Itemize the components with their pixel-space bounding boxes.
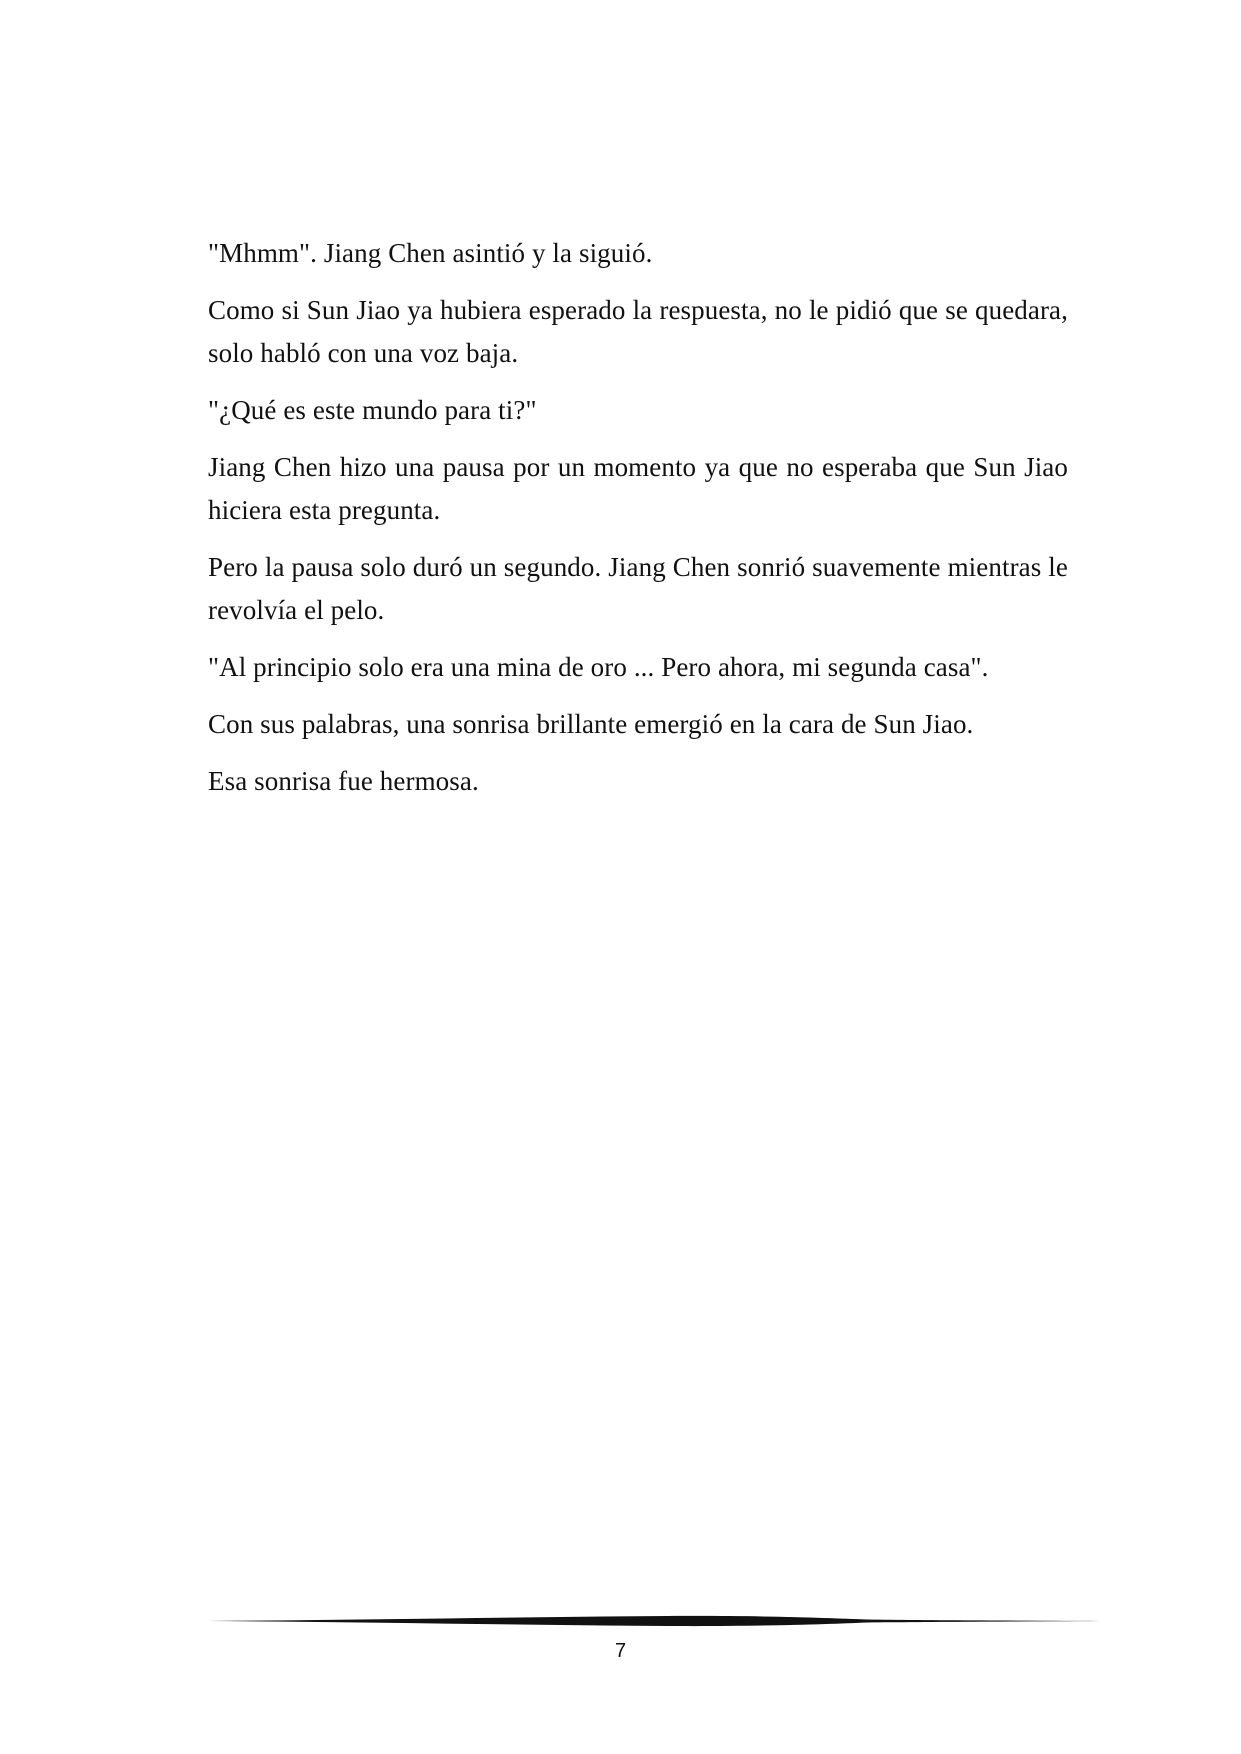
footer-divider: [208, 1614, 1112, 1628]
paragraph-6: "Al principio solo era una mina de oro ... Pero ahora, mi segunda casa".: [208, 652, 989, 682]
body-text: [208, 232, 1068, 817]
page-number: 7: [614, 1640, 627, 1662]
paragraph-4: Jiang Chen hizo una pausa por un momento ya que no esperaba que Sun Jiao hiciera esta pregunta.: [208, 452, 1068, 525]
paragraph-5: Pero la pausa solo duró un segundo. Jiang Chen sonrió suavemente mientras le revolvía el pelo.: [208, 552, 1068, 625]
paragraph-2: Como si Sun Jiao ya hubiera esperado la respuesta, no le pidió que se quedara, solo habló con una voz baja.: [208, 295, 1068, 368]
paragraph-1: "Mhmm". Jiang Chen asintió y la siguió.: [208, 238, 653, 268]
paragraph-3: "¿Qué es este mundo para ti?": [208, 395, 537, 425]
paragraph-8: Esa sonrisa fue hermosa.: [208, 766, 479, 796]
paragraph-7: Con sus palabras, una sonrisa brillante emergió en la cara de Sun Jiao.: [208, 709, 974, 739]
